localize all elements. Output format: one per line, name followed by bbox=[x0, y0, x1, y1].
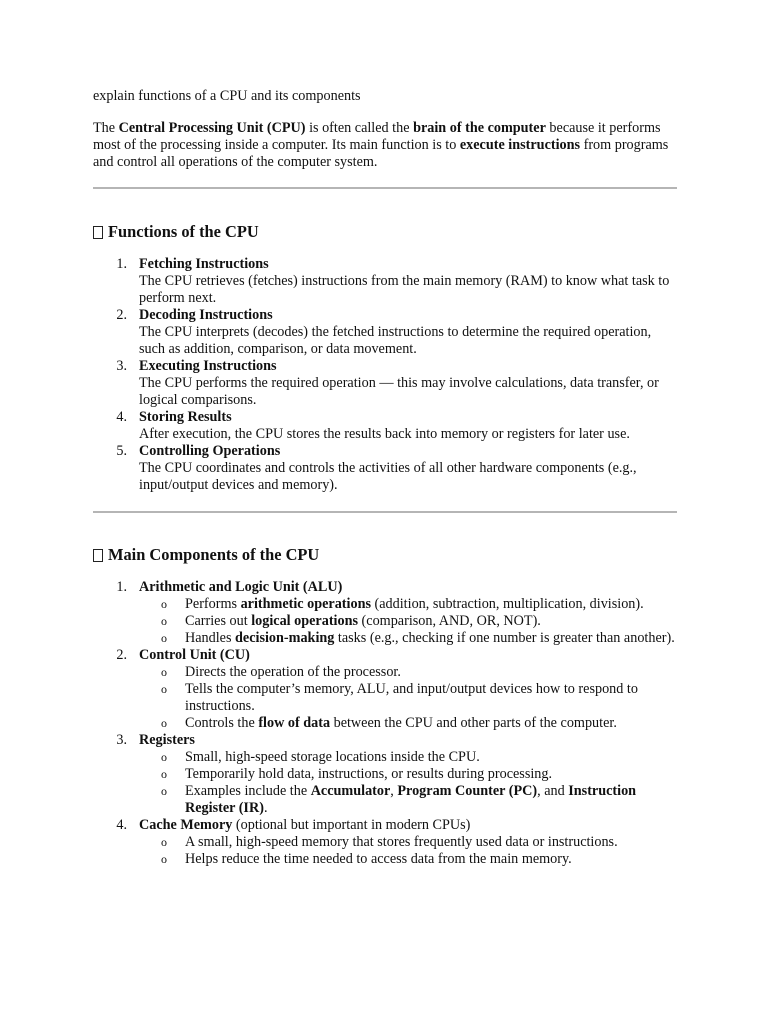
component-alu: 1. Arithmetic and Logic Unit (ALU) o Performs arithmetic operations (addition, subtraction, multiplication, division). o Carries out logical operations (comparison, AND, OR, NOT). o Handles decision-making tasks (e.g., checking if one number is greater than another). bbox=[93, 579, 677, 647]
function-item: 2. Decoding Instructions The CPU interprets (decodes) the fetched instructions to determine the required operation, such as addition, comparison, or data movement. bbox=[116, 307, 652, 357]
bullet-item: o Performs arithmetic operations (addition, subtraction, multiplication, division). bbox=[161, 596, 644, 612]
function-desc: The CPU retrieves (fetches) instructions from the main memory (RAM) to know what task to perform next. bbox=[139, 273, 670, 306]
function-title: Controlling Operations bbox=[139, 443, 281, 459]
bullet-item: o Carries out logical operations (comparison, AND, OR, NOT). bbox=[161, 613, 541, 629]
bullet-item: o Controls the flow of data between the CPU and other parts of the computer. bbox=[161, 715, 617, 731]
horizontal-divider bbox=[93, 187, 677, 189]
component-title: Control Unit (CU) bbox=[139, 647, 250, 663]
functions-list bbox=[93, 256, 677, 494]
components-list bbox=[93, 579, 677, 868]
prompt-text: explain functions of a CPU and its components bbox=[93, 88, 361, 104]
bullet-icon: o bbox=[161, 682, 167, 696]
component-title: Registers bbox=[139, 732, 195, 748]
component-bullets bbox=[139, 664, 677, 732]
bullet-item: o Tells the computer’s memory, ALU, and input/output devices how to respond to instructions. bbox=[161, 681, 638, 714]
function-item: 5. Controlling Operations The CPU coordinates and controls the activities of all other hardware components (e.g., input/output devices and memory). bbox=[116, 443, 637, 493]
bullet-item: o Small, high-speed storage locations inside the CPU. bbox=[161, 749, 480, 765]
component-cu: 2. Control Unit (CU) o Directs the operation of the processor. o Tells the computer’s memory, ALU, and input/output devices how to respond to instructions. o Controls the flow of data between the CPU and other parts of the computer. bbox=[93, 647, 677, 732]
function-item: 4. Storing Results After execution, the CPU stores the results back into memory or registers for later use. bbox=[116, 409, 630, 442]
bullet-icon: o bbox=[161, 631, 167, 645]
bullet-icon: o bbox=[161, 716, 167, 730]
function-title: Storing Results bbox=[139, 409, 232, 425]
functions-heading: Functions of the CPU bbox=[93, 222, 677, 242]
component-bullets bbox=[139, 749, 677, 817]
bullet-icon: o bbox=[161, 852, 167, 866]
bullet-icon: o bbox=[161, 665, 167, 679]
bullet-icon: o bbox=[161, 597, 167, 611]
component-title: Cache Memory bbox=[139, 817, 233, 833]
function-desc: The CPU interprets (decodes) the fetched instructions to determine the required operation, such as addition, comparison, or data movement. bbox=[139, 324, 652, 357]
function-title: Fetching Instructions bbox=[139, 256, 269, 272]
bullet-item: o Helps reduce the time needed to access data from the main memory. bbox=[161, 851, 572, 867]
function-item: 3. Executing Instructions The CPU performs the required operation — this may involve calculations, data transfer, or logical comparisons. bbox=[116, 358, 659, 408]
bullet-item: o Directs the operation of the processor. bbox=[161, 664, 401, 680]
component-bullets bbox=[139, 834, 677, 868]
missing-glyph-icon bbox=[93, 226, 103, 239]
bullet-icon: o bbox=[161, 784, 167, 798]
bullet-item: o A small, high-speed memory that stores frequently used data or instructions. bbox=[161, 834, 618, 850]
bullet-icon: o bbox=[161, 750, 167, 764]
bullet-item: o Temporarily hold data, instructions, or results during processing. bbox=[161, 766, 553, 782]
intro-paragraph: The Central Processing Unit (CPU) is often called the brain of the computer because it performs most of the processing inside a computer. Its main function is to execute instructions from programs and control all operations of the computer system. bbox=[93, 120, 669, 170]
bullet-icon: o bbox=[161, 614, 167, 628]
missing-glyph-icon bbox=[93, 549, 103, 562]
function-title: Decoding Instructions bbox=[139, 307, 273, 323]
component-cache: 4. Cache Memory (optional but important in modern CPUs) o A small, high-speed memory that stores frequently used data or instructions. o Helps reduce the time needed to access data from the main memory. bbox=[93, 817, 677, 868]
intro-bold-execute: execute instructions bbox=[459, 137, 581, 153]
intro-bold-brain: brain of the computer bbox=[413, 120, 546, 136]
bullet-item: o Handles decision-making tasks (e.g., checking if one number is greater than another). bbox=[161, 630, 675, 646]
function-desc: The CPU performs the required operation — this may involve calculations, data transfer, or logical comparisons. bbox=[139, 375, 659, 408]
component-bullets bbox=[139, 596, 677, 647]
function-title: Executing Instructions bbox=[139, 358, 277, 374]
component-title: Arithmetic and Logic Unit (ALU) bbox=[139, 579, 343, 595]
bullet-icon: o bbox=[161, 835, 167, 849]
component-registers: 3. Registers o Small, high-speed storage locations inside the CPU. o Temporarily hold data, instructions, or results during processing. o Examples include the Accumulator, Program Counter (PC), and Instruction Register (IR). bbox=[93, 732, 677, 817]
components-heading: Main Components of the CPU bbox=[93, 545, 677, 565]
document-body bbox=[93, 88, 677, 868]
bullet-item: o Examples include the Accumulator, Program Counter (PC), and Instruction Register (IR). bbox=[161, 783, 637, 816]
bullet-icon: o bbox=[161, 767, 167, 781]
horizontal-divider bbox=[93, 511, 677, 513]
component-title-note: (optional but important in modern CPUs) bbox=[232, 817, 471, 833]
function-item: 1. Fetching Instructions The CPU retrieves (fetches) instructions from the main memory (RAM) to know what task to perform next. bbox=[116, 256, 670, 306]
function-desc: After execution, the CPU stores the results back into memory or registers for later use. bbox=[139, 426, 630, 442]
function-desc: The CPU coordinates and controls the activities of all other hardware components (e.g., input/output devices and memory). bbox=[139, 460, 637, 493]
intro-bold-cpu: Central Processing Unit (CPU) bbox=[118, 120, 306, 136]
